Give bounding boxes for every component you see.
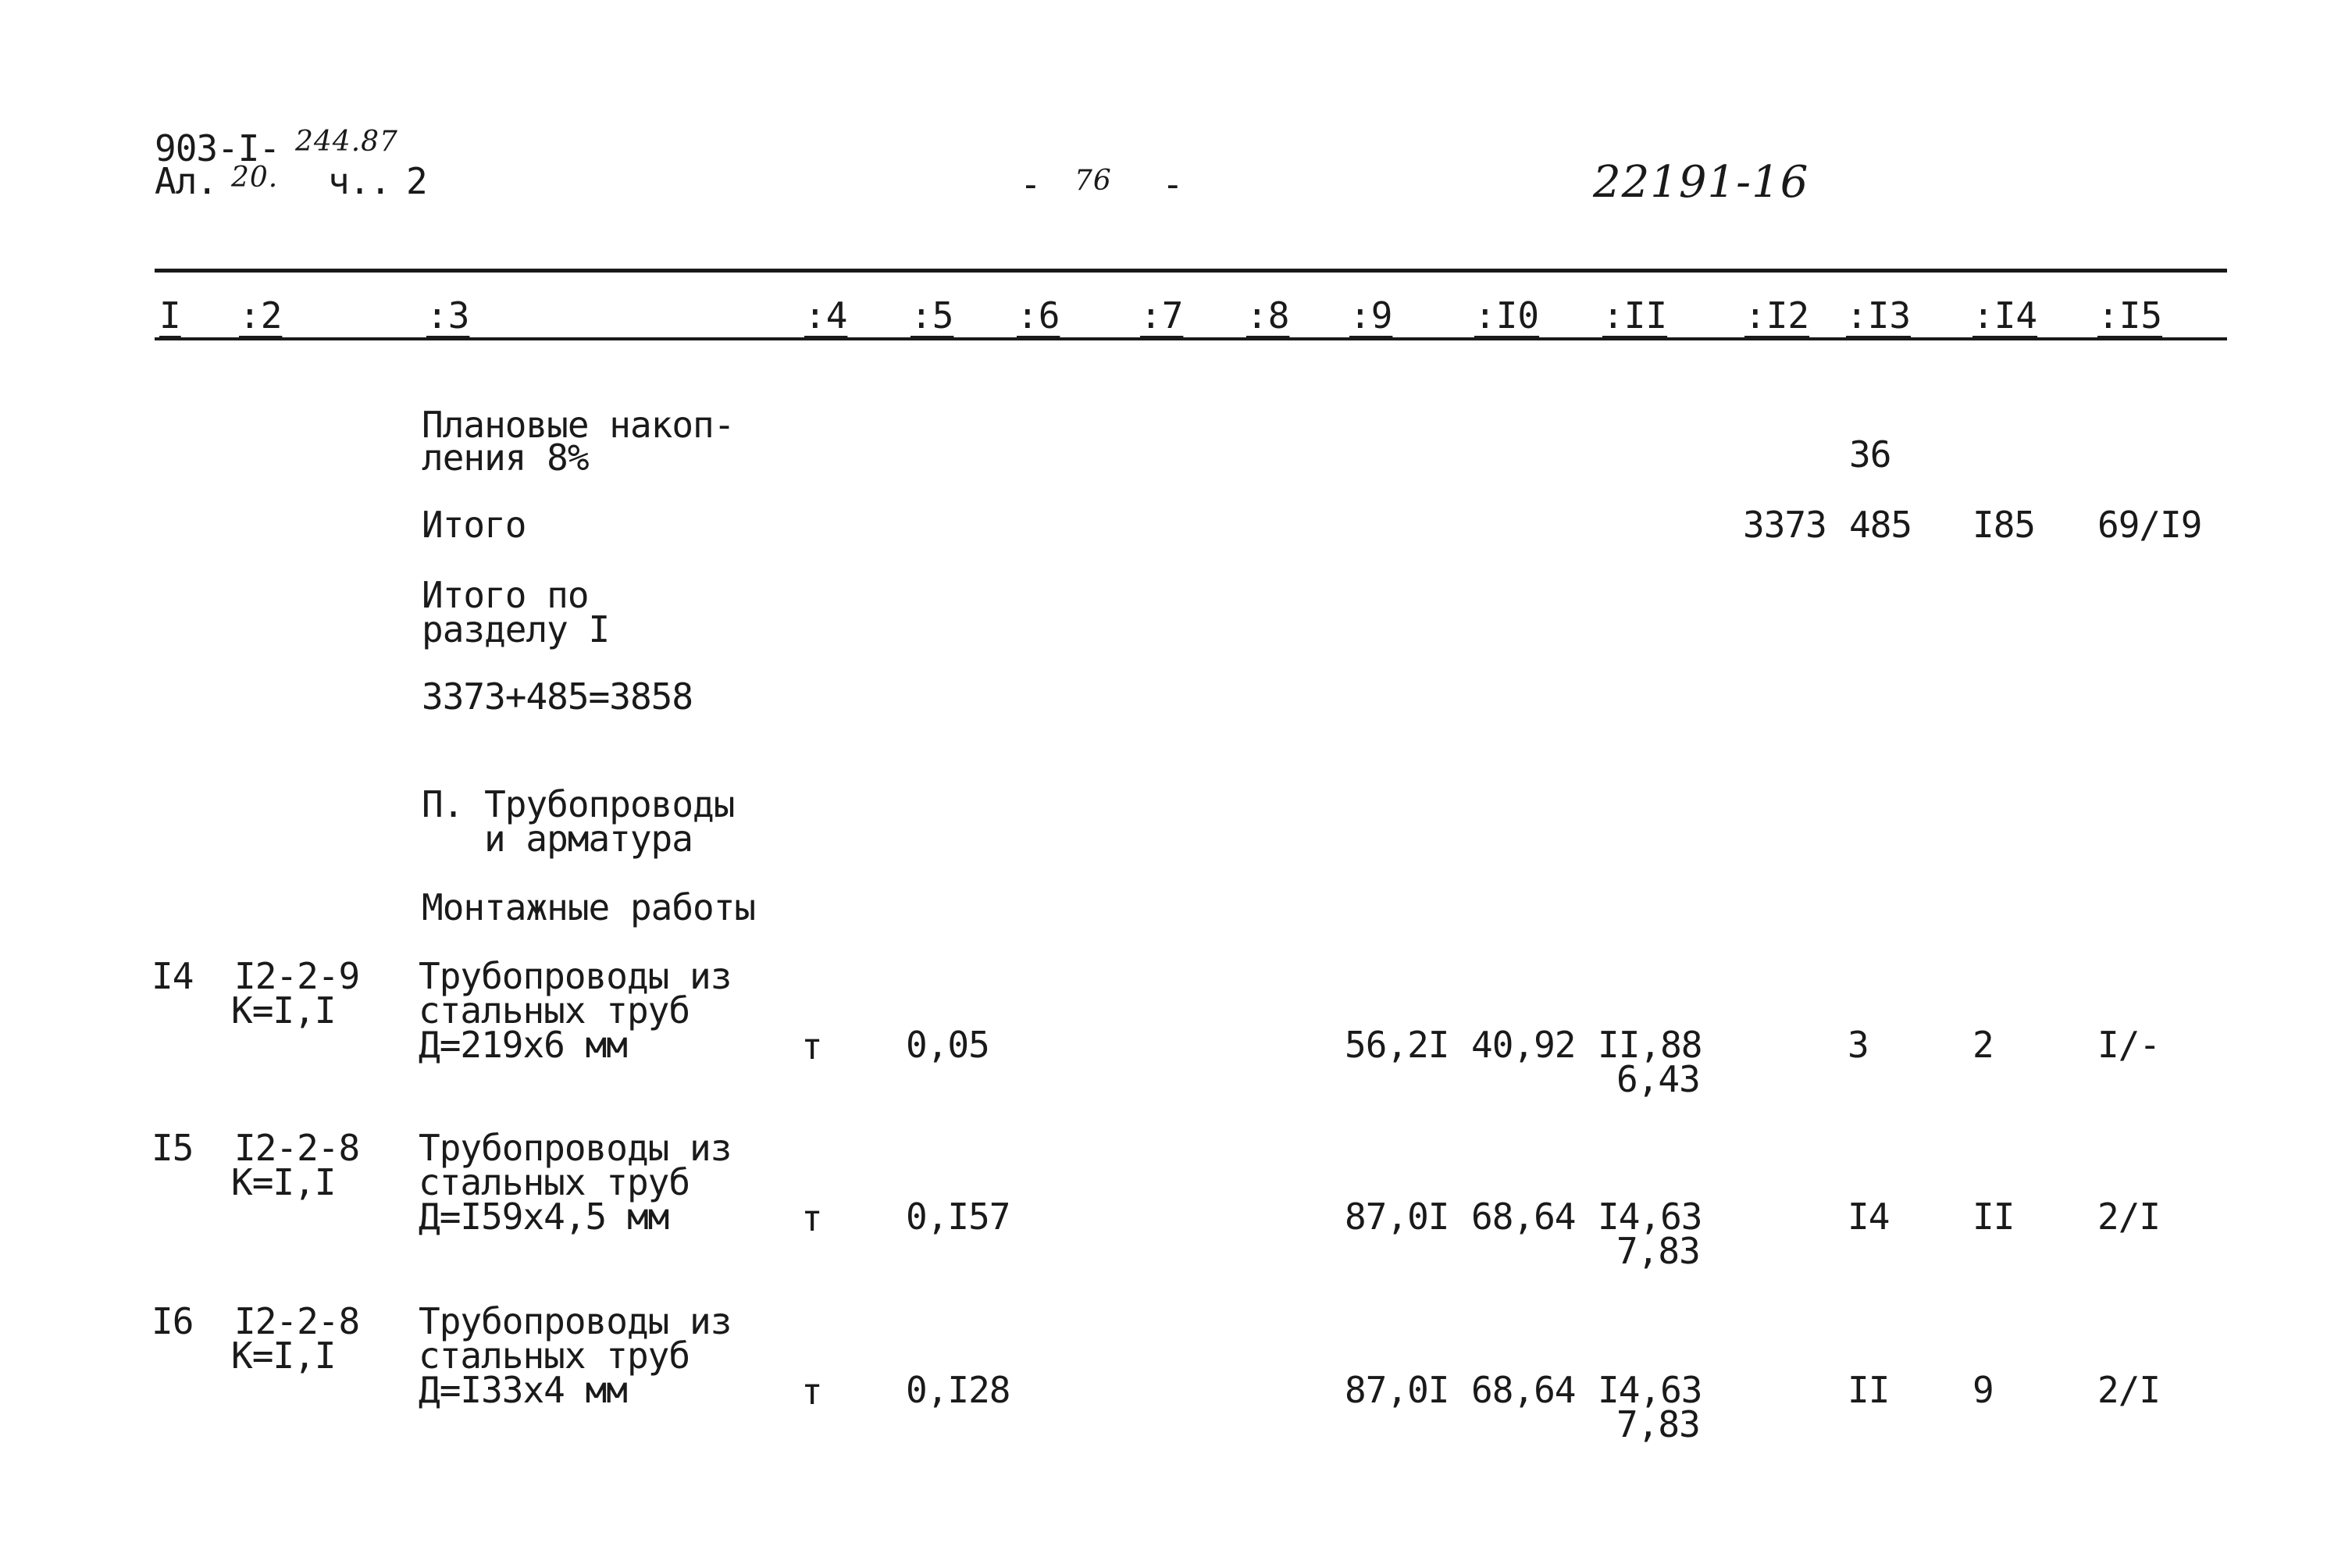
- column-header-2: :2: [239, 294, 283, 337]
- column-header-13: :I3: [1846, 294, 1912, 337]
- row-col14: II: [1972, 1196, 2015, 1238]
- row-code: I2-2-9: [234, 955, 360, 997]
- row-col10: 40,92: [1471, 1024, 1576, 1066]
- row-description-line1: Трубопроводы из: [419, 955, 732, 997]
- page-dash-left: -: [1020, 163, 1041, 205]
- row-code: I2-2-8: [234, 1300, 360, 1342]
- row-number: I4: [151, 955, 194, 997]
- column-header-9: :9: [1349, 294, 1393, 337]
- column-header-3: :3: [426, 294, 470, 337]
- column-header-8: :8: [1246, 294, 1290, 337]
- row-description-line3: Д=I33х4 мм: [419, 1369, 627, 1411]
- row-code: I2-2-8: [234, 1127, 360, 1169]
- column-header-14: :I4: [1972, 294, 2038, 337]
- planned-savings-col13: 36: [1849, 433, 1891, 476]
- total-col15: 69/I9: [2097, 504, 2202, 546]
- document-code-handwritten: 244.87: [295, 126, 398, 158]
- column-header-5: :5: [911, 294, 954, 337]
- column-header-12: :I2: [1744, 294, 1810, 337]
- row-col11-top: I4,63: [1598, 1196, 1702, 1238]
- row-col15: 2/I: [2097, 1196, 2161, 1238]
- column-header-4: :4: [804, 294, 848, 337]
- row-number: I6: [151, 1300, 194, 1342]
- column-header-1: I: [159, 294, 181, 337]
- section-total-label-line2: разделу I: [422, 608, 610, 650]
- row-col9: 56,2I: [1345, 1024, 1449, 1066]
- row-coefficient: К=I,I: [231, 1335, 336, 1377]
- planned-savings-label-line1: Плановые накоп-: [422, 404, 735, 446]
- row-col14: 9: [1972, 1369, 1994, 1411]
- row-col10: 68,64: [1471, 1369, 1576, 1411]
- row-description-line3: Д=I59х4,5 мм: [419, 1196, 669, 1238]
- row-unit: т: [801, 1025, 822, 1067]
- row-quantity: 0,I57: [906, 1196, 1010, 1238]
- planned-savings-label-line2: ления 8%: [422, 437, 589, 479]
- row-col11-bottom: 7,83: [1616, 1403, 1700, 1445]
- column-header-rule: [155, 337, 2227, 340]
- row-description-line1: Трубопроводы из: [419, 1127, 732, 1169]
- row-coefficient: К=I,I: [231, 1161, 336, 1203]
- part-number: 2: [406, 160, 427, 202]
- document-code: 903-I-: [155, 127, 280, 169]
- total-col14: I85: [1972, 504, 2036, 546]
- row-col13: 3: [1848, 1024, 1869, 1066]
- row-quantity: 0,I28: [906, 1369, 1010, 1411]
- column-header-6: :6: [1017, 294, 1060, 337]
- row-quantity: 0,05: [906, 1024, 989, 1066]
- row-coefficient: К=I,I: [231, 989, 336, 1032]
- document-number: 22191-16: [1593, 157, 1809, 208]
- row-col14: 2: [1972, 1024, 1994, 1066]
- page-dash-right: -: [1162, 163, 1183, 205]
- page-number: 76: [1074, 165, 1112, 197]
- column-header-10: :I0: [1474, 294, 1540, 337]
- total-label: Итого: [422, 504, 526, 546]
- column-header-11: :II: [1602, 294, 1668, 337]
- row-col10: 68,64: [1471, 1196, 1576, 1238]
- row-col9: 87,0I: [1345, 1369, 1449, 1411]
- section-title-line2: и арматура: [484, 818, 693, 860]
- part-label: ч..: [328, 160, 391, 202]
- row-col15: I/-: [2097, 1024, 2161, 1066]
- row-description-line2: стальных труб: [419, 989, 690, 1032]
- row-unit: т: [801, 1370, 822, 1413]
- row-col15: 2/I: [2097, 1369, 2161, 1411]
- section-total-label-line1: Итого по: [422, 574, 589, 616]
- row-col13: I4: [1848, 1196, 1890, 1238]
- row-col11-top: I4,63: [1598, 1369, 1702, 1411]
- row-unit: т: [801, 1197, 822, 1239]
- row-col11-top: II,88: [1598, 1024, 1702, 1066]
- row-number: I5: [151, 1127, 194, 1169]
- row-description-line2: стальных труб: [419, 1335, 690, 1377]
- total-col13: 485: [1849, 504, 1912, 546]
- section-total-formula: 3373+485=3858: [422, 675, 693, 718]
- row-col9: 87,0I: [1345, 1196, 1449, 1238]
- row-description-line2: стальных труб: [419, 1161, 690, 1203]
- album-label: Ал.: [155, 160, 218, 202]
- row-col11-bottom: 6,43: [1616, 1058, 1700, 1100]
- header-rule: [155, 269, 2227, 273]
- section-subtitle: Монтажные работы: [422, 886, 756, 928]
- column-header-7: :7: [1140, 294, 1184, 337]
- total-col12: 3373: [1743, 504, 1826, 546]
- row-description-line3: Д=219х6 мм: [419, 1024, 627, 1066]
- row-col11-bottom: 7,83: [1616, 1230, 1700, 1272]
- section-title-line1: П. Трубопроводы: [422, 783, 735, 825]
- column-header-15: :I5: [2097, 294, 2163, 337]
- row-col13: II: [1848, 1369, 1890, 1411]
- album-number: 20.: [231, 162, 279, 194]
- row-description-line1: Трубопроводы из: [419, 1300, 732, 1342]
